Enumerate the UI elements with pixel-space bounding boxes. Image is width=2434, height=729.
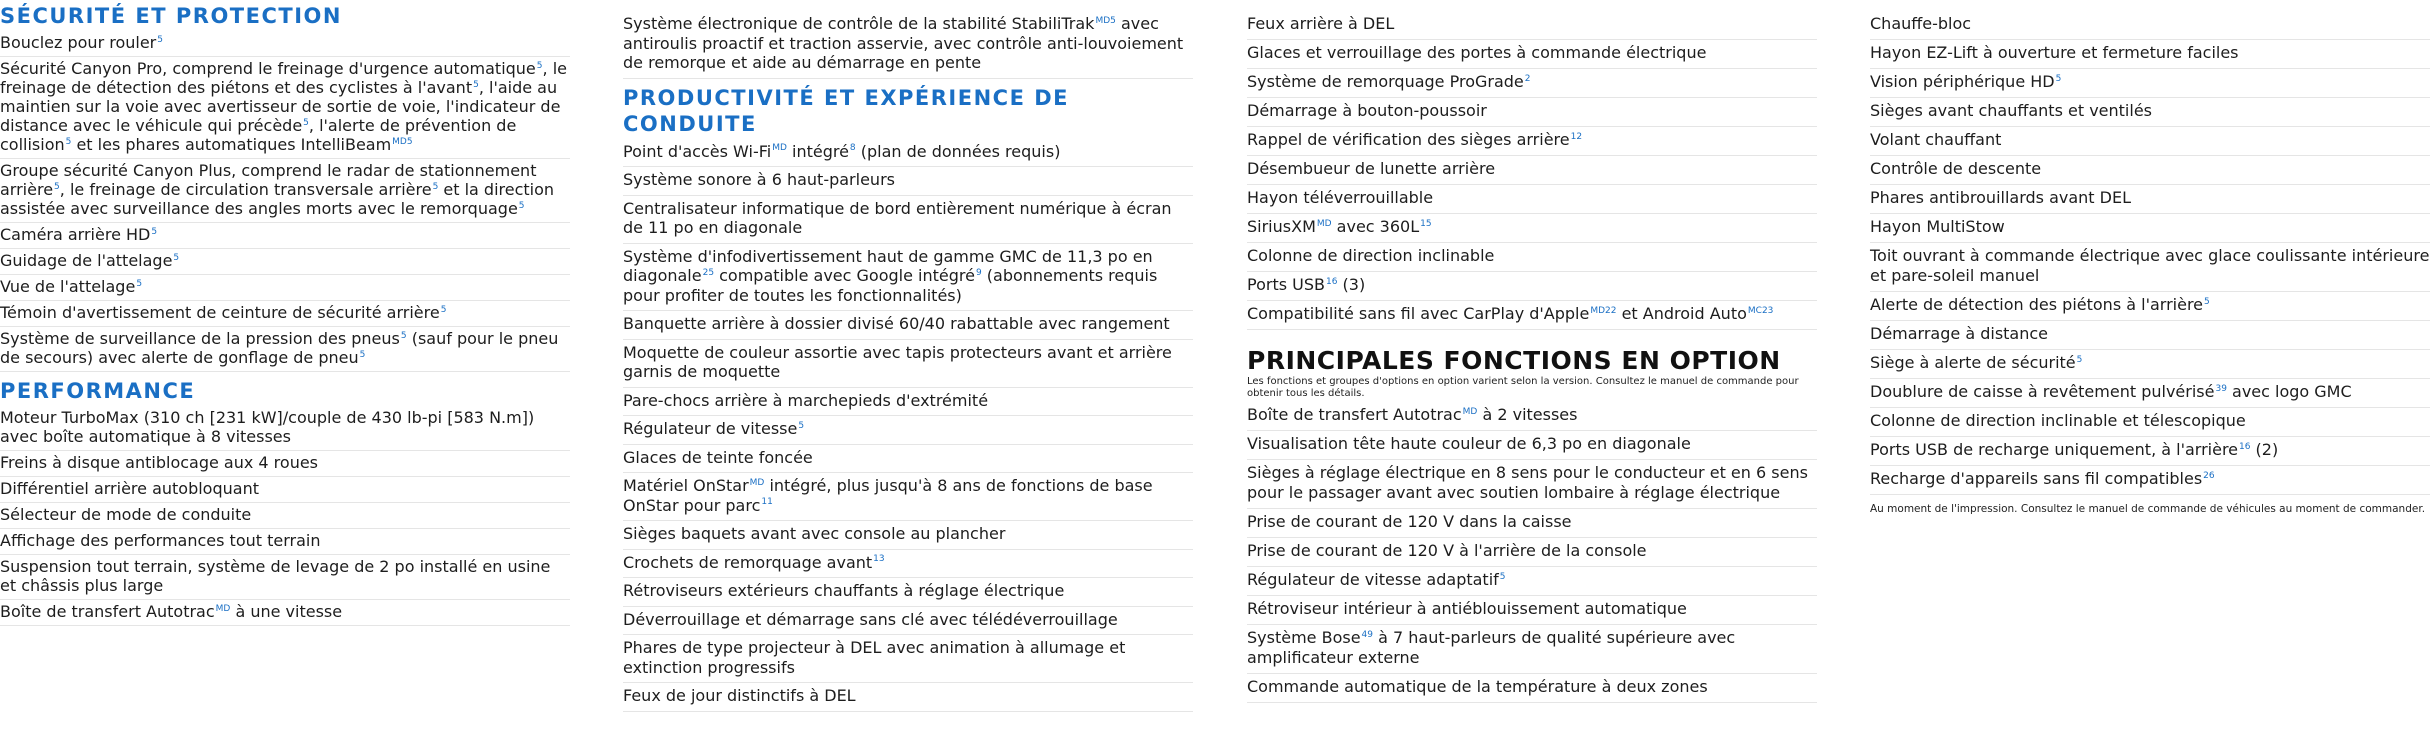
feature-item	[1870, 214, 2430, 243]
feature-text: Groupe sécurité Canyon Plus, comprend le radar de stationnement arrière	[0, 161, 537, 199]
feature-text: Démarrage à distance	[1870, 324, 2049, 343]
footnote-marker: MD	[772, 143, 787, 154]
feature-text: Matériel OnStar	[623, 476, 749, 495]
safety-list-continued	[623, 0, 1193, 79]
feature-text: Hayon MultiStow	[1870, 217, 2005, 236]
footnote-marker: 13	[873, 554, 885, 565]
feature-text: Système Bose	[1247, 628, 1361, 647]
feature-text: , le freinage de détection des piétons et des cyclistes à l'avant	[0, 59, 567, 97]
feature-item	[0, 503, 570, 529]
feature-text: à une vitesse	[230, 602, 343, 621]
feature-item	[623, 683, 1193, 712]
feature-text: Phares antibrouillards avant DEL	[1870, 188, 2131, 207]
footnote-marker: MD22	[1590, 305, 1617, 316]
feature-text: Alerte de détection des piétons à l'arrière	[1870, 295, 2204, 314]
feature-item	[623, 167, 1193, 196]
options-list-continued	[1870, 0, 2430, 495]
feature-item	[1247, 69, 1817, 98]
feature-item	[1870, 11, 2430, 40]
feature-text: Phares de type projecteur à DEL avec animation à allumage et extinction progressifs	[623, 638, 1126, 677]
feature-text: Compatibilité sans fil avec CarPlay d'Apple	[1247, 304, 1590, 323]
feature-text: Boîte de transfert Autotrac	[1247, 405, 1462, 424]
feature-text: Système sonore à 6 haut-parleurs	[623, 170, 895, 189]
feature-text: avec antiroulis proactif et traction asservie, avec contrôle anti-louvoiement de remorque et aide au démarrage en pente	[623, 14, 1184, 72]
feature-text: Contrôle de descente	[1870, 159, 2042, 178]
feature-item	[623, 578, 1193, 607]
feature-item	[0, 57, 570, 159]
feature-item	[623, 11, 1193, 79]
footnote-marker: MD	[1316, 218, 1332, 229]
feature-item	[1247, 538, 1817, 567]
feature-text: Moquette de couleur assortie avec tapis protecteurs avant et arrière garnis de moquette	[623, 342, 1172, 381]
feature-text: Système d'infodivertissement haut de gamme GMC de 11,3 po en diagonale	[623, 246, 1153, 285]
footnote-marker: 5	[798, 420, 805, 431]
options-list	[1247, 402, 1817, 703]
feature-text: Crochets de remorquage avant	[623, 552, 873, 572]
footnote-marker: 5	[1499, 571, 1506, 582]
feature-text: Rappel de vérification des sièges arrière	[1247, 130, 1570, 149]
feature-text: Colonne de direction inclinable	[1247, 246, 1495, 265]
feature-text: Banquette arrière à dossier divisé 60/40 rabattable avec rangement	[623, 314, 1170, 333]
feature-text: Feux de jour distinctifs à DEL	[623, 686, 856, 705]
column-3	[1247, 0, 1817, 703]
footnote-marker: 9	[975, 267, 982, 278]
feature-item	[1870, 185, 2430, 214]
column-2	[623, 0, 1193, 712]
footnote-marker: 5	[157, 34, 163, 45]
footnote-marker: 5	[359, 349, 366, 360]
feature-item	[623, 340, 1193, 388]
feature-text: Centralisateur informatique de bord entièrement numérique à écran de 11 po en diagonale	[623, 198, 1172, 237]
feature-text: Doublure de caisse à revêtement pulvérisé	[1870, 382, 2215, 401]
feature-text: Caméra arrière HD	[0, 225, 151, 244]
feature-item	[623, 635, 1193, 683]
feature-item	[1870, 379, 2430, 408]
feature-text: Ports USB	[1247, 275, 1325, 294]
feature-text: , le freinage de circulation transversale arrière	[59, 180, 432, 199]
feature-item	[1247, 674, 1817, 703]
feature-text: Feux arrière à DEL	[1247, 14, 1395, 33]
footnote-marker: 5	[173, 252, 180, 263]
footnote: Au moment de l'impression. Consultez le manuel de commande de véhicules au moment de commander.	[1870, 503, 2426, 515]
feature-item	[1247, 509, 1817, 538]
feature-text: Commande automatique de la température à deux zones	[1247, 677, 1708, 696]
feature-item	[1870, 350, 2430, 379]
footnote-marker: 5	[2055, 73, 2062, 84]
feature-item	[1247, 301, 1817, 330]
feature-item	[1870, 40, 2430, 69]
footnote-marker: MD	[215, 603, 231, 614]
column-1	[0, 0, 570, 626]
footnote-marker: 15	[1420, 218, 1432, 229]
feature-item	[1870, 243, 2430, 292]
feature-item	[623, 196, 1193, 244]
feature-text: Sièges baquets avant avec console au plancher	[623, 524, 1006, 543]
feature-text: Différentiel arrière autobloquant	[0, 479, 259, 498]
feature-item	[1870, 321, 2430, 350]
footnote-marker: 25	[702, 267, 715, 278]
footnote-marker: 49	[1361, 629, 1373, 640]
feature-text: avec 360L	[1331, 217, 1420, 236]
footnote-marker: MD5	[392, 136, 413, 147]
feature-text: intégré	[786, 141, 849, 161]
footnote-marker: 5	[518, 200, 525, 211]
feature-item	[1870, 408, 2430, 437]
feature-item	[1247, 40, 1817, 69]
feature-text: Guidage de l'attelage	[0, 251, 173, 270]
feature-item	[1247, 567, 1817, 596]
footnote-marker: 11	[761, 497, 773, 508]
feature-text: Colonne de direction inclinable et télescopique	[1870, 411, 2246, 430]
footnote-marker: 5	[151, 226, 158, 237]
feature-item	[623, 473, 1193, 521]
footnote-marker: 5	[136, 278, 143, 289]
feature-item	[623, 311, 1193, 340]
productivity-list-continued	[1247, 0, 1817, 330]
feature-item	[1247, 11, 1817, 40]
feature-text: Glaces et verrouillage des portes à commande électrique	[1247, 43, 1707, 62]
feature-text: Système de surveillance de la pression des pneus	[0, 329, 400, 348]
footnote-marker: 5	[536, 60, 543, 71]
feature-text: Recharge d'appareils sans fil compatibles	[1870, 469, 2203, 488]
feature-item	[623, 388, 1193, 417]
feature-text: et les phares automatiques IntelliBeam	[71, 135, 392, 154]
footnote-marker: MD5	[1095, 15, 1116, 26]
feature-item	[0, 223, 570, 249]
feature-item	[0, 600, 570, 626]
feature-text: Prise de courant de 120 V dans la caisse	[1247, 512, 1572, 531]
footnote-marker: 2	[1524, 73, 1531, 84]
feature-item	[1870, 127, 2430, 156]
safety-list	[0, 31, 570, 372]
footnote-marker: 5	[65, 136, 72, 147]
feature-text: intégré, plus jusqu'à 8 ans de fonctions de base OnStar pour parc	[623, 476, 1153, 515]
feature-text: Volant chauffant	[1870, 130, 2002, 149]
feature-text: (plan de données requis)	[855, 141, 1061, 161]
feature-text: Vision périphérique HD	[1870, 72, 2055, 91]
feature-text: Sélecteur de mode de conduite	[0, 505, 252, 524]
feature-text: Point d'accès Wi-Fi	[623, 141, 772, 161]
performance-list	[0, 406, 570, 626]
feature-item	[623, 607, 1193, 636]
feature-text: Siège à alerte de sécurité	[1870, 353, 2076, 372]
feature-item	[623, 416, 1193, 445]
feature-text: SiriusXM	[1247, 217, 1316, 236]
feature-text: (2)	[2250, 440, 2279, 459]
feature-item	[0, 529, 570, 555]
footnote-marker: MC23	[1747, 305, 1774, 316]
feature-text: et Android Auto	[1616, 304, 1747, 323]
footnote-marker: 8	[849, 143, 856, 154]
feature-item	[0, 249, 570, 275]
feature-item	[1247, 596, 1817, 625]
feature-text: à 2 vitesses	[1477, 405, 1578, 424]
feature-text: Sécurité Canyon Pro, comprend le freinage d'urgence automatique	[0, 59, 536, 78]
feature-text: Suspension tout terrain, système de levage de 2 po installé en usine et châssis plus large	[0, 557, 551, 595]
feature-text: Glaces de teinte foncée	[623, 447, 813, 467]
feature-text: Hayon téléverrouillable	[1247, 188, 1434, 207]
feature-text: , l'aide au maintien sur la voie avec avertisseur de sortie de voie, l'indicateur de distance avec le véhicule qui précède	[0, 78, 561, 135]
options-note: Les fonctions et groupes d'options en option varient selon la version. Consultez le manuel de commande pour obtenir tous les détails.	[1247, 376, 1799, 399]
feature-item	[1247, 214, 1817, 243]
section-heading-options: PRINCIPALES FONCTIONS EN OPTION	[1247, 346, 1781, 375]
footnote-marker: 16	[2239, 441, 2251, 452]
feature-item	[1247, 156, 1817, 185]
feature-text: , l'alerte de prévention de collision	[0, 116, 517, 154]
feature-text: Sièges à réglage électrique en 8 sens pour le conducteur et en 6 sens pour le passager avant avec soutien lombaire à réglage électrique	[1247, 463, 1808, 502]
feature-item	[0, 159, 570, 223]
footnote-marker: 5	[54, 181, 60, 192]
footnote-marker: 5	[473, 79, 479, 90]
footnote-marker: 12	[1570, 131, 1583, 142]
footnote-marker: 5	[2204, 296, 2210, 307]
feature-item	[1247, 625, 1817, 674]
feature-text: à 7 haut-parleurs de qualité supérieure avec amplificateur externe	[1247, 628, 1736, 667]
footnote-marker: 39	[2215, 383, 2227, 394]
feature-item	[0, 451, 570, 477]
feature-text: compatible avec Google intégré	[714, 266, 975, 285]
footnote-marker: 16	[1325, 276, 1338, 287]
footnote-marker: MD	[1462, 406, 1478, 417]
feature-text: Sièges avant chauffants et ventilés	[1870, 101, 2152, 120]
feature-item	[1247, 243, 1817, 272]
footnote-marker: 5	[440, 304, 447, 315]
section-heading-performance: PERFORMANCE	[0, 379, 196, 403]
footnote-marker: 26	[2203, 470, 2215, 481]
feature-text: (abonnements requis pour profiter de toutes les fonctionnalités)	[623, 266, 1158, 305]
feature-item	[0, 327, 570, 372]
feature-text: Bouclez pour rouler	[0, 33, 157, 52]
feature-text: Témoin d'avertissement de ceinture de sécurité arrière	[0, 303, 440, 322]
feature-text: Hayon EZ-Lift à ouverture et fermeture faciles	[1870, 43, 2239, 62]
feature-item	[1247, 98, 1817, 127]
feature-item	[623, 445, 1193, 474]
feature-item	[1247, 431, 1817, 460]
feature-item	[623, 139, 1193, 168]
feature-item	[1870, 466, 2430, 495]
feature-item	[0, 275, 570, 301]
feature-text: Régulateur de vitesse adaptatif	[1247, 570, 1499, 589]
feature-item	[0, 31, 570, 57]
feature-text: Désembueur de lunette arrière	[1247, 159, 1496, 178]
footnote-marker: 5	[303, 117, 309, 128]
feature-text: Régulateur de vitesse	[623, 419, 798, 438]
feature-text: et la direction assistée avec surveillance des angles morts avec le remorquage	[0, 180, 555, 218]
footnote-marker: MD	[749, 477, 765, 488]
feature-text: Toit ouvrant à commande électrique avec glace coulissante intérieure et pare-soleil manuel	[1870, 246, 2430, 285]
feature-text: Pare-chocs arrière à marchepieds d'extrémité	[623, 390, 989, 410]
feature-item	[1870, 69, 2430, 98]
footnote-marker: 5	[2076, 354, 2083, 365]
feature-text: Déverrouillage et démarrage sans clé avec télédéverrouillage	[623, 609, 1118, 629]
feature-item	[1247, 402, 1817, 431]
feature-text: Rétroviseur intérieur à antiéblouissement automatique	[1247, 599, 1687, 618]
feature-text: Moteur TurboMax (310 ch [231 kW]/couple de 430 lb-pi [583 N.m]) avec boîte automatique à 8 vitesses	[0, 408, 535, 446]
feature-text: Prise de courant de 120 V à l'arrière de la console	[1247, 541, 1647, 560]
section-heading-safety: SÉCURITÉ ET PROTECTION	[0, 4, 342, 28]
feature-item	[1247, 127, 1817, 156]
feature-text: Visualisation tête haute couleur de 6,3 po en diagonale	[1247, 434, 1691, 453]
feature-text: Système de remorquage ProGrade	[1247, 72, 1524, 91]
footnote-marker: 5	[400, 330, 407, 341]
productivity-list	[623, 139, 1193, 712]
feature-text: Démarrage à bouton-poussoir	[1247, 101, 1487, 120]
feature-text: Boîte de transfert Autotrac	[0, 602, 215, 621]
feature-item	[1247, 272, 1817, 301]
footnote-marker: 5	[432, 181, 439, 192]
feature-item	[623, 550, 1193, 579]
feature-item	[0, 301, 570, 327]
feature-text: (sauf pour le pneu de secours) avec alerte de gonflage de pneu	[0, 329, 559, 367]
feature-item	[0, 555, 570, 600]
feature-item	[0, 477, 570, 503]
feature-text: Affichage des performances tout terrain	[0, 531, 321, 550]
feature-item	[1870, 156, 2430, 185]
feature-item	[623, 244, 1193, 312]
feature-text: Chauffe-bloc	[1870, 14, 1972, 33]
feature-text: Freins à disque antiblocage aux 4 roues	[0, 453, 319, 472]
feature-item	[1870, 98, 2430, 127]
feature-item	[1247, 460, 1817, 509]
feature-item	[0, 406, 570, 451]
feature-text: Rétroviseurs extérieurs chauffants à réglage électrique	[623, 581, 1065, 600]
feature-item	[1870, 292, 2430, 321]
feature-text: Système électronique de contrôle de la stabilité StabiliTrak	[623, 14, 1095, 33]
feature-text: Ports USB de recharge uniquement, à l'arrière	[1870, 440, 2239, 459]
feature-text: avec logo GMC	[2226, 382, 2352, 401]
column-4	[1870, 0, 2430, 516]
feature-text: (3)	[1337, 275, 1366, 294]
feature-item	[1247, 185, 1817, 214]
feature-item	[623, 521, 1193, 550]
feature-item	[1870, 437, 2430, 466]
feature-text: Vue de l'attelage	[0, 277, 136, 296]
section-heading-productivity: PRODUCTIVITÉ ET EXPÉRIENCE DE CONDUITE	[623, 85, 1069, 136]
